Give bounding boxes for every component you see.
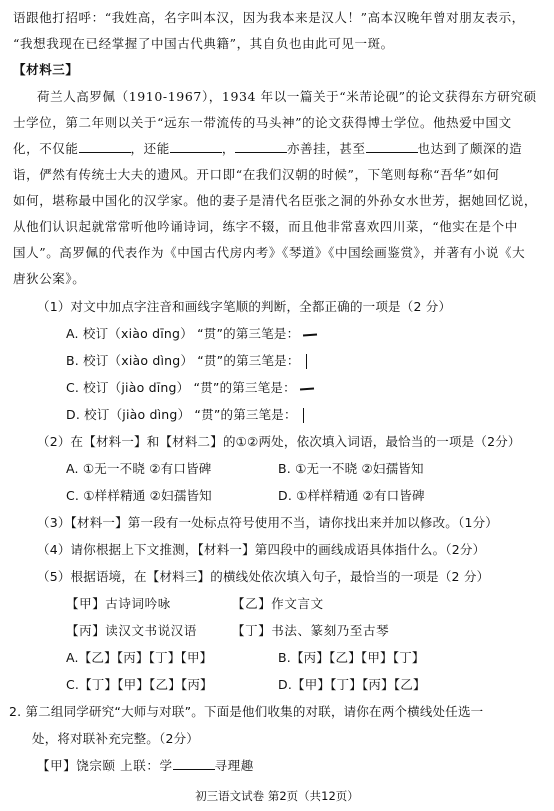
paragraph-line: 荷兰人高罗佩（1910-1967），1934 年以一篇关于“米芾论砚”的论文获得东方研究硕	[37, 89, 537, 104]
couplet-suffix: 寻理趣	[214, 758, 254, 773]
q1-option-d[interactable]	[66, 406, 304, 424]
couplet-prefix: 【甲】饶宗颐 上联：学	[37, 758, 173, 773]
paragraph-line: 唐狄公案》。	[13, 271, 86, 286]
paragraph-line: 国人”。高罗佩的代表作为《中国古代房内考》《琴道》《中国绘画鉴赏》，并著有小说《大	[13, 245, 526, 260]
q5-option-c[interactable]: C.【丁】【甲】【乙】【丙】	[66, 677, 213, 692]
text-segment: ，还能	[130, 141, 170, 156]
text-segment: ，	[221, 141, 235, 156]
fill-blank-2[interactable]	[170, 140, 222, 153]
q5-item-ding: 【丁】书法、篆刻乃至古琴	[232, 623, 390, 638]
couplet-jia	[37, 757, 254, 775]
paragraph-line-with-blanks	[13, 140, 522, 158]
q5-option-d[interactable]: D.【甲】【丁】【丙】【乙】	[278, 677, 426, 692]
text-segment: 化，不仅能	[13, 141, 79, 156]
question-2-stem: （2）在【材料一】和【材料二】的①②两处，依次填入词语，最恰当的一项是（2分）	[37, 434, 521, 449]
option-text: A. 校订（xiào dīng） “贯”的第三笔是：	[66, 326, 300, 341]
section-2-instruction: 2. 第二组同学研究“大师与对联”。下面是他们收集的对联，请你在两个横线处任选一	[9, 704, 484, 719]
paragraph-line: 士学位，第二年则以关于“远东一带流传的马头神”的论文获得博士学位。他热爱中国文	[13, 115, 512, 130]
paragraph-line: 诣，俨然有传统士大夫的遗风。开口即“在我们汉朝的时候”，下笔则每称“吾华”如何	[13, 167, 500, 182]
fill-blank-1[interactable]	[79, 140, 131, 153]
q5-option-a[interactable]: A.【乙】【丙】【丁】【甲】	[66, 650, 213, 665]
question-1-stem: （1）对文中加点字注音和画线字笔顺的判断，全都正确的一项是（2 分）	[37, 299, 452, 314]
section-heading-material-3: 【材料三】	[13, 62, 79, 77]
paragraph-line: 如何，堪称最中国化的汉学家。他的妻子是清代名臣张之洞的外孙女水世芳，据她回忆说，	[13, 193, 538, 208]
stroke-shu-icon	[303, 408, 305, 423]
question-4: （4）请你根据上下文推测，【材料一】第四段中的画线成语具体指什么。（2分）	[37, 542, 486, 557]
q1-option-b[interactable]	[66, 352, 307, 370]
q2-option-a[interactable]: A. ①无一不晓 ②有口皆碑	[66, 461, 212, 476]
option-text: D. 校订（jiào dìng） “贯”的第三笔是：	[66, 407, 297, 422]
section-2-instruction-cont: 处，将对联补充完整。（2分）	[32, 731, 200, 746]
q5-item-bing: 【丙】读汉文书说汉语	[66, 623, 198, 638]
q1-option-c[interactable]	[66, 379, 314, 397]
paragraph-line: 从他们认识起就常常听他吟诵诗词，练字不辍，而且他非常喜欢四川菜，“他实在是个中	[13, 219, 518, 234]
q5-option-b[interactable]: B.【丙】【乙】【甲】【丁】	[278, 650, 425, 665]
q5-item-jia: 【甲】古诗词吟咏	[66, 596, 171, 611]
option-text: B. 校订（xiào dìng） “贯”的第三笔是：	[66, 353, 300, 368]
q2-option-d[interactable]: D. ①样样精通 ②有口皆碑	[278, 488, 425, 503]
text-line: “我想我现在已经掌握了中国古代典籍”，其自负也由此可见一斑。	[13, 36, 394, 51]
q2-option-c[interactable]: C. ①样样精通 ②妇孺皆知	[66, 488, 212, 503]
stroke-shu-icon	[306, 354, 308, 369]
stroke-heng-icon	[300, 387, 314, 390]
question-3: （3）【材料一】第一段有一处标点符号使用不当，请你找出来并加以修改。（1分）	[37, 515, 499, 530]
q1-option-a[interactable]	[66, 325, 317, 343]
fill-blank-3[interactable]	[235, 140, 287, 153]
page-footer: 初三语文试卷 第2页（共12页）	[195, 789, 359, 803]
text-segment: 也达到了颇深的造	[417, 141, 523, 156]
couplet-blank[interactable]	[173, 757, 215, 770]
option-text: C. 校订（jiào dīng） “贯”的第三笔是：	[66, 380, 296, 395]
q2-option-b[interactable]: B. ①无一不晓 ②妇孺皆知	[278, 461, 424, 476]
fill-blank-4[interactable]	[366, 140, 418, 153]
question-5-stem: （5）根据语境，在【材料三】的横线处依次填入句子，最恰当的一项是（2 分）	[37, 569, 490, 584]
text-line: 语跟他打招呼：“我姓高，名字叫本汉，因为我本来是汉人！”高本汉晚年曾对朋友表示，	[13, 10, 525, 25]
q5-item-yi: 【乙】作文言文	[232, 596, 324, 611]
text-segment: 亦善挂，甚至	[286, 141, 366, 156]
stroke-heng-icon	[303, 333, 317, 336]
